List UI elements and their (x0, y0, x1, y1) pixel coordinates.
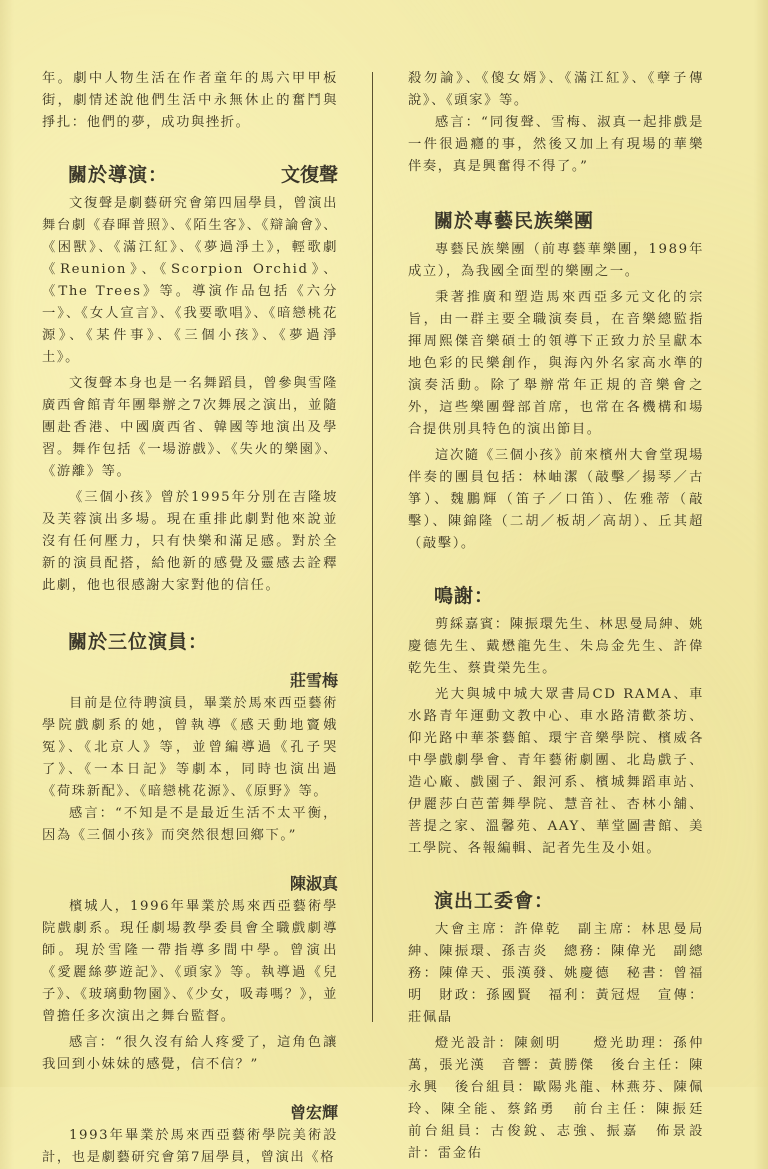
director-dance-paragraph: 文復聲本身也是一名舞蹈員，曾參與雪隆廣西會館青年團舉辦之7次舞展之演出，並隨團赴香港、中國廣西省、韓國等地演出及學習。舞作包括《一場游戲》、《失火的樂園》、《游離》等。 (42, 376, 338, 479)
director-heading-row (68, 160, 338, 187)
actor-bio-paragraph: 檳城人，1996年畢業於馬來西亞藝術學院戲劇系。現任劇場教學委員會全職戲劇導師。現於雪隆一帶指導多間中學。曾演出《愛麗絲夢遊記》、《頭家》等。執導過《兒子》、《玻璃動物園》、《少女，吸毒嗎？》，並曾擔任多次演出之舞台監督。 (42, 899, 338, 1024)
committee-officers-paragraph: 大會主席：許偉乾 副主席：林思曼局紳、陳振環、孫吉炎 總務：陳偉光 副總務：陳偉天、張漢發、姚慶德 秘書：曾福明 財政：孫國賢 福利：黃冠煜 宣傳：莊佩晶 (408, 922, 704, 1025)
actor-name: 曾宏輝 (289, 1103, 338, 1122)
actor-name: 莊雪梅 (289, 671, 338, 690)
left-column (42, 68, 338, 1169)
continued-paragraph: 殺勿論》、《傻女婿》、《滿江紅》、《孽子傳說》、《頭家》等。 (408, 71, 704, 108)
right-column (408, 68, 719, 1165)
orchestra-intro-paragraph: 專藝民族樂團（前專藝華樂團，1989年成立），為我國全面型的樂團之一。 (408, 242, 704, 279)
director-restaging-paragraph: 《三個小孩》曾於1995年分別在吉隆坡及芙蓉演出多場。現在重排此劇對他來說並沒有任何壓力，只有快樂和滿足感。對於全新的演員配搭，給他新的感覺及靈感去詮釋此劇，他也很感謝大家對他的信任。 (42, 490, 338, 593)
director-bio-paragraph: 文復聲是劇藝研究會第四屆學員，曾演出舞台劇《春暉普照》、《陌生客》、《辯論會》、《困獸》、《滿江紅》、《夢過淨土》，輕歌劇《Reunion》、《Scorpion Orchid》、《The Trees》等。導演作品包括《六分一》、《女人宣言》、《我要歌唱》、《暗戀桃花源》、《某件事》、《三個小孩》、《夢過淨土》。 (42, 196, 338, 365)
thanks-section-heading: 鳴謝： (434, 585, 495, 607)
actor-name: 陳淑真 (289, 874, 338, 893)
orchestra-members-paragraph: 這次隨《三個小孩》前來檳州大會堂現場伴奏的團員包括：林岫潔（敲擊／揚琴／古箏）、魏鵬輝（笛子／口笛）、佐雅蒂（敲擊）、陳錦隆（二胡／板胡／高胡）、丘其超（敲擊）。 (408, 448, 704, 551)
director-section-heading: 關於導演： (68, 164, 169, 186)
thanks-sponsors-paragraph: 光大與城中城大眾書局CD RAMA、車水路青年運動文教中心、車水路清歡茶坊、仰光路中華茶藝館、環宇音樂學院、檳威各中學戲劇學會、青年藝術劇團、北島戲子、造心廠、戲園子、銀河系、檳城舞蹈車站、伊麗莎白芭蕾舞學院、慧音社、杏林小舖、菩提之家、溫馨苑、AAY、華堂圖書館、美工學院、各報編輯、記者先生及小姐。 (408, 687, 704, 856)
actor-bio-paragraph: 目前是位待聘演員，畢業於馬來西亞藝術學院戲劇系的她，曾執導《感天動地竇娥冤》、《北京人》等，並曾編導過《孔子哭了》、《一本日記》等劇本，同時也演出過《荷珠新配》、《暗戀桃花源》、《原野》等。 (42, 696, 338, 799)
director-name: 文復聲 (280, 164, 338, 186)
continued-quote: 感言：“同復聲、雪梅、淑真一起排戲是一件很過癮的事，然後又加上有現場的華樂伴奏，真是興奮得不得了。” (408, 115, 704, 174)
intro-paragraph: 年。劇中人物生活在作者童年的馬六甲甲板街，劇情述說他們生活中永無休止的奮鬥與掙扎：他們的夢，成功與挫折。 (42, 71, 338, 130)
orchestra-section-heading: 關於專藝民族樂團 (434, 210, 595, 232)
actor-quote-paragraph: 感言：“很久沒有給人疼愛了，這角色讓我回到小妹妹的感覺，信不信？” (42, 1035, 338, 1072)
column-divider (372, 72, 373, 1022)
orchestra-mission-paragraph: 秉著推廣和塑造馬來西亞多元文化的宗旨，由一群主要全職演奏員，在音樂總監指揮周熙傑音樂碩士的領導下正致力於呈獻本地色彩的民樂創作，與海內外名家高水準的演奏活動。除了舉辦常年正規的音樂會之外，這些樂團聲部首席，也常在各機構和場合提供別具特色的演出節目。 (408, 290, 704, 437)
actor-quote-paragraph: 感言：“不知是不是最近生活不太平衡，因為《三個小孩》而突然很想回鄉下。” (42, 806, 338, 843)
actor-bio-paragraph: 1993年畢業於馬來西亞藝術學院美術設計，也是劇藝研究會第7屆學員，曾演出《格 (42, 1128, 338, 1165)
committee-section-heading: 演出工委會： (434, 890, 555, 912)
committee-crew-paragraph: 燈光設計：陳劍明 燈光助理：孫仲萬，張光漢 音響：黃勝傑 後台主任：陳永興 後台組員：歐陽兆龍、林燕芬、陳佩玲、陳全能、蔡銘勇 前台主任：陳振廷 前台組員：古俊銳、志強、振嘉 佈景設計：雷金佑 (408, 1036, 719, 1161)
actors-section-heading: 關於三位演員： (68, 631, 209, 653)
thanks-guests-paragraph: 剪綵嘉賓：陳振環先生、林思曼局紳、姚慶德先生、戴懋龍先生、朱烏金先生、許偉乾先生、蔡貴榮先生。 (408, 617, 704, 676)
